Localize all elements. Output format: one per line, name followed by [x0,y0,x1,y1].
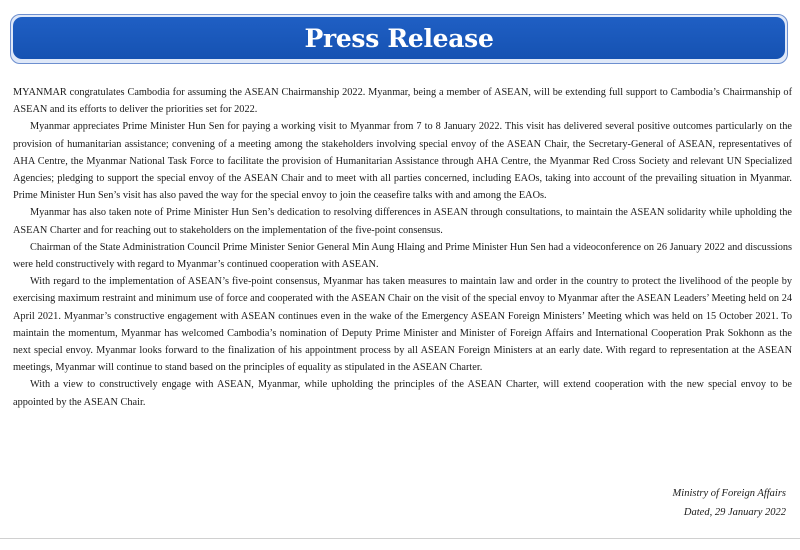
issue-date: Dated, 29 January 2022 [683,506,786,518]
paragraph-1: MYANMAR congratulates Cambodia for assuming the ASEAN Chairmanship 2022. Myanmar, being a member of ASEAN, will be extending full support to Cambodia’s Chairmanship of ASEAN and its efforts to deliver the priorities set for 2022. [13,87,792,116]
title-banner [10,14,788,64]
article-body [13,84,792,411]
paragraph-6: With a view to constructively engage with ASEAN, Myanmar, while upholding the principles of the ASEAN Charter, will extend cooperation with the new special envoy to be appointed by the ASEAN Chair. [13,379,792,408]
paragraph-3: Myanmar has also taken note of Prime Minister Hun Sen’s dedication to resolving differences in ASEAN through consultations, to maintain the ASEAN solidarity while upholding the ASEAN Charter and for reaching out to stakeholders on the implementation of the five-point consensus. [13,207,792,236]
paragraph-2: Myanmar appreciates Prime Minister Hun Sen for paying a working visit to Myanmar from 7 to 8 January 2022. This visit has delivered several positive outcomes particularly on the provision of humanitarian assistance; convening of a meeting among the stakeholders involving special envoy of the ASEAN Chair, the Secretary-General of ASEAN, representatives of AHA Centre, the Myanmar National Task Force to facilitate the provision of Humanitarian Assistance through AHA Centre, the Myanmar Red Cross Society and relevant UN Specialized Agencies; pledging to support the special envoy of the ASEAN Chair and to meet with all parties concerned, including EAOs, taking into account of the prevailing situation in Myanmar. Prime Minister Hun Sen’s visit has also paved the way for the special envoy to join the ceasefire talks with and among the EAOs. [13,121,792,202]
title-banner-fill [13,17,785,59]
paragraph-5: With regard to the implementation of ASEAN’s five-point consensus, Myanmar has taken measures to maintain law and order in the country to protect the livelihood of the people by exercising maximum restraint and minimum use of force and cooperated with the ASEAN Chair on the visit of the special envoy to Myanmar after the ASEAN Leaders’ Meeting held on 24 April 2021. Myanmar’s constructive engagement with ASEAN continues even in the wake of the Emergency ASEAN Foreign Ministers’ Meeting which was held on 15 October 2021. To maintain the momentum, Myanmar has welcomed Cambodia’s nomination of Deputy Prime Minister and Minister of Foreign Affairs and International Cooperation Prak Sokhonn as the next special envoy. Myanmar looks forward to the finalization of his appointment process by all ASEAN Foreign Ministers at an early date. With regard to representation at the ASEAN meetings, Myanmar will continue to stand based on the principles of equality as stipulated in the ASEAN Charter. [13,276,792,374]
issuer-name: Ministry of Foreign Affairs [672,488,786,499]
page-title: Press Release [304,23,494,53]
signature-block [673,485,786,522]
paragraph-4: Chairman of the State Administration Council Prime Minister Senior General Min Aung Hlaing and Prime Minister Hun Sen had a videoconference on 26 January 2022 and discussions were held constructively with regard to Myanmar’s continued cooperation with ASEAN. [13,241,792,271]
bottom-divider [0,538,800,539]
